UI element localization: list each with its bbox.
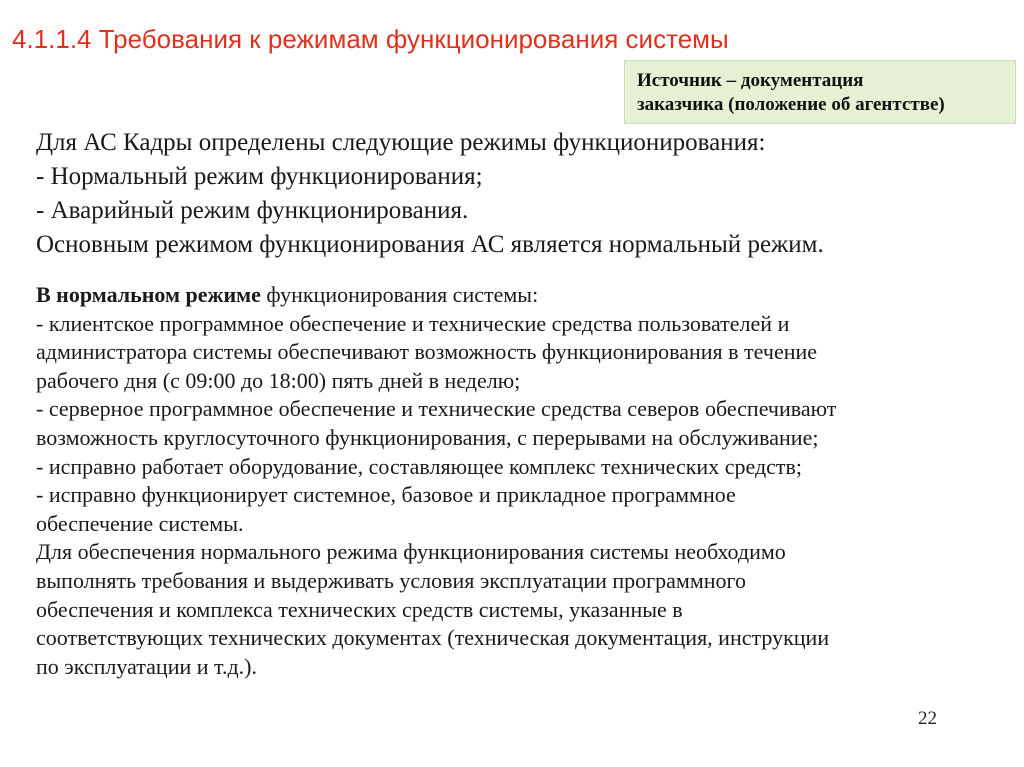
normal-mode-line: возможность круглосуточного функционирования, с перерывами на обслуживание;: [36, 424, 819, 450]
source-note-line: заказчика (положение об агентстве): [637, 94, 945, 115]
intro-line: Для АС Кадры определены следующие режимы функционирования:: [36, 129, 766, 156]
normal-mode-line: - исправно работает оборудование, составляющее комплекс технических средств;: [36, 453, 803, 479]
normal-mode-line: - исправно функционирует системное, базовое и прикладное программное: [36, 482, 736, 508]
normal-mode-line: обеспечение системы.: [36, 510, 244, 536]
normal-mode-line: рабочего дня (с 09:00 до 18:00) пять дней в неделю;: [36, 367, 521, 393]
intro-line: Основным режимом функционирования АС является нормальный режим.: [36, 231, 824, 258]
normal-mode-line: Для обеспечения нормального режима функционирования системы необходимо: [36, 539, 786, 565]
page-number: 22: [918, 708, 937, 729]
normal-mode-line: - клиентское программное обеспечение и технические средства пользователей и: [36, 310, 790, 336]
normal-mode-line: администратора системы обеспечивают возможность функционирования в течение: [36, 339, 818, 365]
normal-mode-heading-bold: В нормальном режиме: [36, 282, 261, 307]
source-note-box: [624, 60, 1016, 124]
source-note-line: Источник – документация: [637, 70, 864, 91]
normal-mode-heading-rest: функционирования системы:: [260, 282, 539, 307]
normal-mode-heading: [36, 281, 836, 310]
normal-mode-line: по эксплуатации и т.д.).: [36, 653, 257, 679]
slide-title: 4.1.1.4 Требования к режимам функционирования системы: [12, 24, 729, 54]
normal-mode-line: выполнять требования и выдерживать условия эксплуатации программного: [36, 567, 747, 593]
modes-intro: [36, 126, 824, 262]
normal-mode-line: - серверное программное обеспечение и технические средства северов обеспечивают: [36, 396, 837, 422]
intro-line: - Аварийный режим функционирования.: [36, 197, 469, 224]
normal-mode-line: обеспечения и комплекса технических средств системы, указанные в: [36, 596, 683, 622]
intro-line: - Нормальный режим функционирования;: [36, 163, 483, 190]
normal-mode-line: соответствующих технических документах (техническая документация, инструкции: [36, 625, 830, 651]
normal-mode-section: [36, 281, 836, 681]
